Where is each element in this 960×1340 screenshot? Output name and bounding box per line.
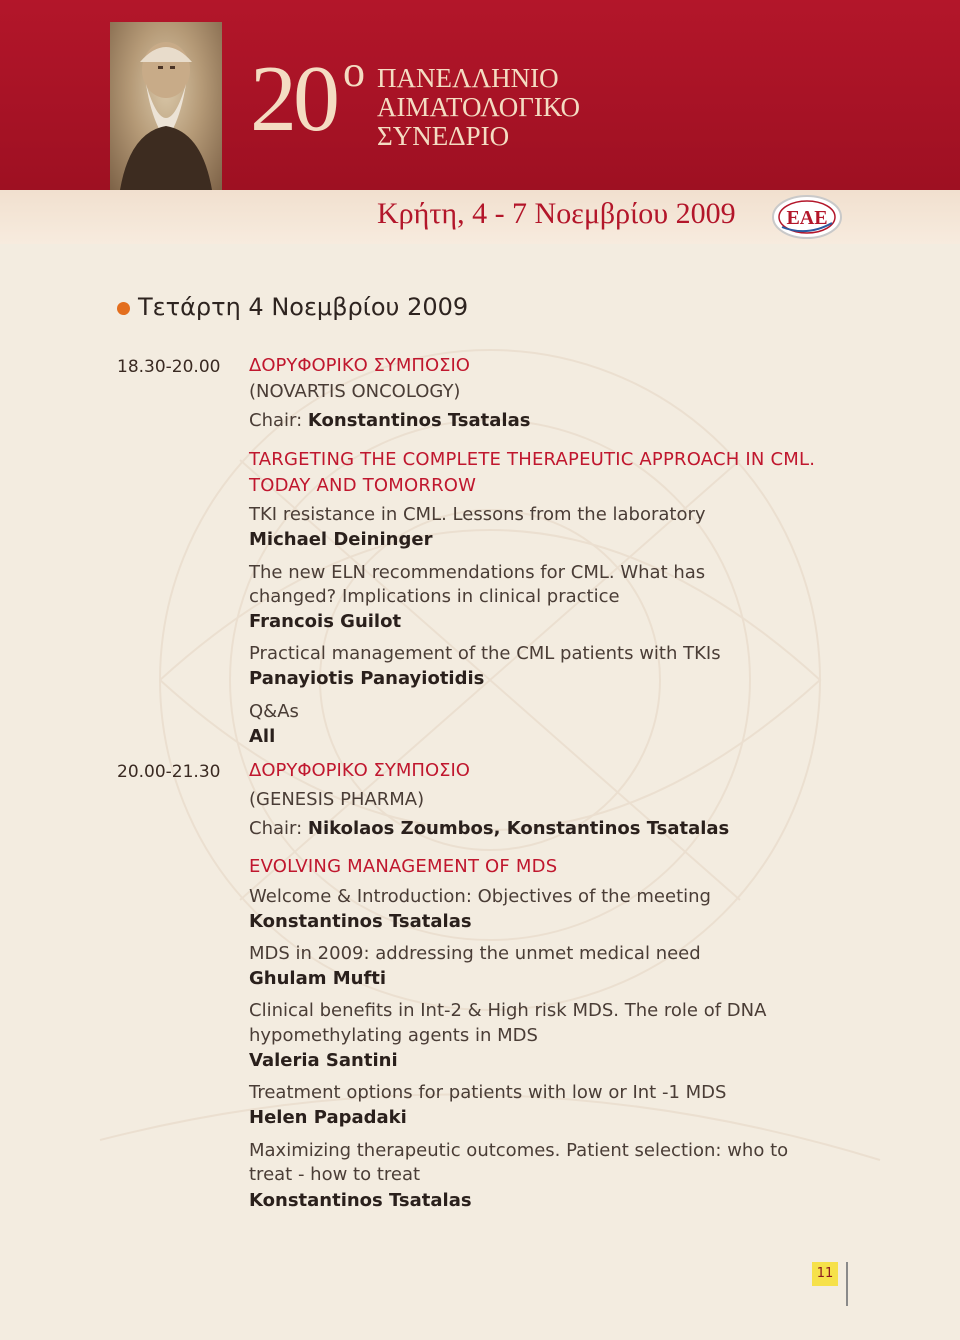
talk-title: Maximizing therapeutic outcomes. Patient selection: who to	[249, 1140, 789, 1161]
talk-speaker: Panayiotis Panayiotidis	[249, 668, 485, 689]
talk-title: TKI resistance in CML. Lessons from the laboratory	[249, 504, 706, 525]
society-logo	[770, 193, 844, 241]
session-title: ΔΟΡΥΦΟΡΙΚΟ ΣΥΜΠΟΣΙΟ	[249, 760, 470, 781]
talk-title: treat - how to treat	[249, 1164, 421, 1185]
talk-speaker: Valeria Santini	[249, 1050, 398, 1071]
talk-title: The new ELN recommendations for CML. What has	[249, 562, 706, 583]
session-topic-line: TARGETING THE COMPLETE THERAPEUTIC APPROACH IN CML.	[249, 449, 816, 470]
session-sponsor: (NOVARTIS ONCOLOGY)	[249, 381, 461, 402]
session-time: 18.30-20.00	[117, 357, 221, 377]
talk-speaker: All	[249, 726, 276, 747]
talk-speaker: Francois Guilot	[249, 611, 402, 632]
talk-speaker: Helen Papadaki	[249, 1107, 407, 1128]
congress-title-line: ΠΑΝΕΛΛΗΝΙΟ	[377, 63, 559, 93]
session-time: 20.00-21.30	[117, 762, 221, 782]
bullet-icon	[117, 302, 130, 315]
talk-title: hypomethylating agents in MDS	[249, 1025, 538, 1046]
day-heading: Τετάρτη 4 Νοεμβρίου 2009	[138, 293, 469, 321]
congress-title-line: ΑΙΜΑΤΟΛΟΓΙΚΟ	[377, 92, 580, 122]
society-logo-text: ΕΑΕ	[786, 207, 828, 229]
congress-title-line: ΣΥΝΕΔΡΙΟ	[377, 121, 510, 151]
talk-title: changed? Implications in clinical practice	[249, 586, 620, 607]
congress-number-superscript: ο	[343, 47, 365, 96]
talk-title: Treatment options for patients with low or Int -1 MDS	[249, 1082, 727, 1103]
talk-title: MDS in 2009: addressing the unmet medical need	[249, 943, 701, 964]
chair-names: Konstantinos Tsatalas	[307, 410, 531, 431]
talk-title: Welcome & Introduction: Objectives of the meeting	[249, 886, 711, 907]
portrait-image	[110, 22, 222, 190]
congress-title	[377, 64, 580, 151]
session-chair	[249, 410, 530, 431]
session-chair	[249, 818, 729, 839]
congress-number: 20	[250, 47, 336, 151]
talk-speaker: Konstantinos Tsatalas	[249, 1190, 472, 1211]
talk-speaker: Ghulam Mufti	[249, 968, 387, 989]
session-topic-line: TODAY AND TOMORROW	[249, 475, 477, 496]
session-sponsor: (GENESIS PHARMA)	[249, 789, 425, 810]
chair-names: Nikolaos Zoumbos, Konstantinos Tsatalas	[307, 818, 730, 839]
chair-label: Chair:	[249, 818, 303, 839]
chair-label: Chair:	[249, 410, 303, 431]
talk-speaker: Konstantinos Tsatalas	[249, 911, 472, 932]
session-topic-line: EVOLVING MANAGEMENT OF MDS	[249, 856, 558, 877]
talk-title: Clinical benefits in Int-2 & High risk MDS. The role of DNA	[249, 1000, 767, 1021]
page-number: 11	[812, 1262, 838, 1286]
talk-title: Practical management of the CML patients with TKIs	[249, 643, 721, 664]
page-divider	[846, 1262, 848, 1306]
session-title: ΔΟΡΥΦΟΡΙΚΟ ΣΥΜΠΟΣΙΟ	[249, 355, 470, 376]
talk-title: Q&As	[249, 701, 299, 722]
talk-speaker: Michael Deininger	[249, 529, 433, 550]
location-date: Κρήτη, 4 - 7 Νοεμβρίου 2009	[377, 197, 736, 230]
